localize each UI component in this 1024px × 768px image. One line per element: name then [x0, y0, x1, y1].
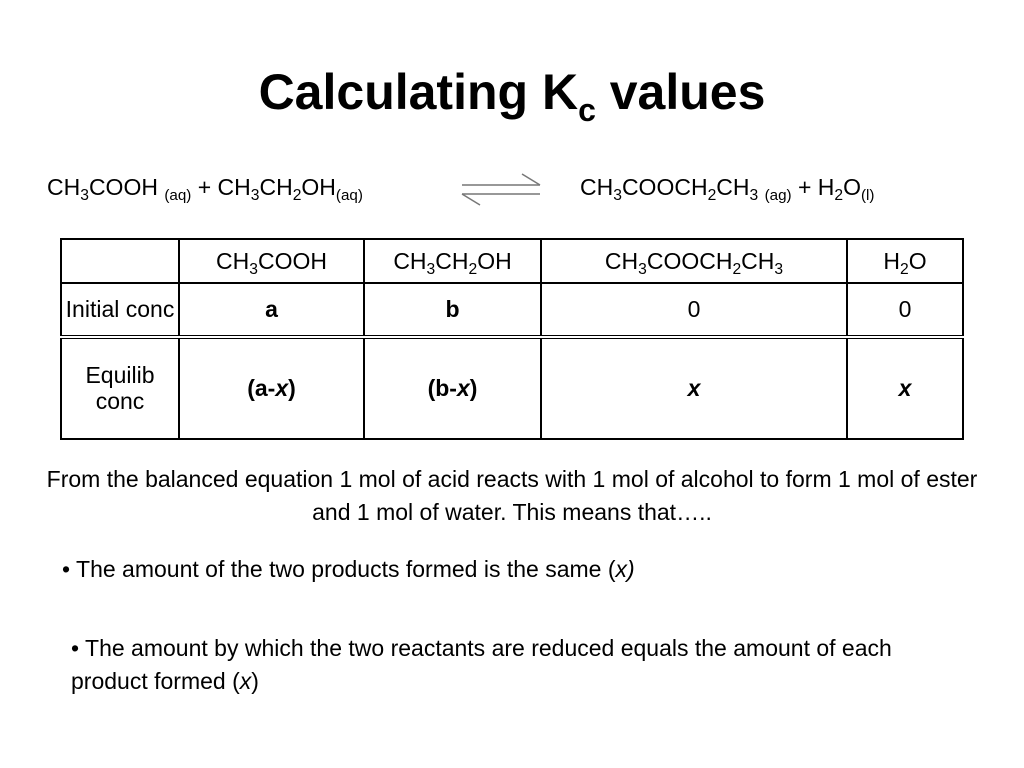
- text-segment: ): [251, 668, 259, 695]
- state-subscript: (ag): [764, 186, 792, 204]
- header-cell-acetic-acid: [179, 239, 364, 283]
- text-segment: O: [843, 174, 861, 200]
- italic-text: x: [239, 668, 252, 695]
- table-row-equilibrium: [61, 337, 963, 439]
- subscript: 3: [250, 187, 260, 204]
- table-cell: [847, 337, 963, 439]
- subscript: 2: [292, 187, 302, 204]
- title-text: Calculating K: [258, 64, 579, 120]
- row-label-initial: Initial conc: [61, 283, 179, 337]
- state-subscript: (l): [861, 186, 875, 204]
- header-cell-ethyl-acetate: [541, 239, 847, 283]
- equilibrium-arrows-icon: [460, 172, 542, 206]
- italic-text: x): [615, 556, 635, 582]
- subscript: 2: [707, 187, 717, 204]
- table-row-initial: [61, 283, 963, 337]
- text-segment: + CH: [191, 174, 251, 200]
- bold-text: a: [265, 296, 278, 323]
- subscript: 3: [80, 187, 89, 204]
- subscript: 3: [613, 187, 622, 204]
- text-segment: COOH: [88, 174, 165, 200]
- row-label-equilibrium: Equilib conc: [61, 337, 179, 439]
- subscript: 3: [749, 187, 759, 204]
- subscript: 2: [834, 187, 844, 204]
- table-cell: [847, 283, 963, 337]
- table-header-row: [61, 239, 963, 283]
- equation-products: [580, 174, 874, 202]
- text-segment: 0: [687, 296, 701, 323]
- explanation-text: From the balanced equation 1 mol of acid reacts with 1 mol of alcohol to form 1 mol of ester and 1 mol of water. This means that…..: [46, 466, 978, 526]
- concentration-table: [60, 238, 964, 440]
- subscript: 2: [732, 260, 742, 278]
- table-cell: [541, 283, 847, 337]
- header-cell-empty: [61, 239, 179, 283]
- bold-text: (a-: [247, 375, 276, 402]
- text-segment: COOCH: [646, 247, 733, 274]
- text-segment: COOCH: [621, 174, 708, 200]
- subscript: 2: [900, 260, 909, 278]
- text-segment: CH: [435, 247, 469, 274]
- text-segment: + H: [791, 174, 835, 200]
- text-segment: CH: [393, 247, 427, 274]
- header-cell-water: [847, 239, 963, 283]
- subscript: 3: [249, 260, 258, 278]
- text-segment: • The amount by which the two reactants are reduced equals the amount of each product formed (: [71, 635, 892, 695]
- text-segment: CH: [47, 174, 81, 200]
- bold-italic-text: x: [275, 375, 289, 402]
- text-segment: CH: [216, 247, 250, 274]
- header-cell-ethanol: [364, 239, 541, 283]
- subscript: 3: [638, 260, 647, 278]
- bold-text: (b-: [427, 375, 457, 402]
- state-subscript: (aq): [335, 186, 363, 204]
- state-subscript: (aq): [164, 186, 192, 204]
- bold-text: b: [445, 296, 460, 323]
- text-segment: CH: [716, 174, 750, 200]
- bold-text: ): [469, 375, 478, 402]
- text-segment: • The amount of the two products formed is the same (: [62, 556, 616, 582]
- text-segment: O: [908, 247, 927, 274]
- subscript: 2: [468, 260, 478, 278]
- text-segment: OH: [477, 247, 512, 274]
- text-segment: OH: [301, 174, 336, 200]
- bold-text: ): [288, 375, 296, 402]
- bullet-point-products: [62, 553, 635, 586]
- title-tail: values: [595, 64, 766, 120]
- text-segment: CH: [604, 247, 639, 274]
- table-cell: [179, 283, 364, 337]
- bold-italic-text: x: [687, 375, 701, 402]
- equation-reactants: [47, 174, 363, 202]
- table-cell: [364, 283, 541, 337]
- table-cell: [541, 337, 847, 439]
- text-segment: CH: [259, 174, 293, 200]
- title-subscript: c: [578, 92, 596, 128]
- text-segment: H: [883, 247, 901, 274]
- page-title: [0, 62, 1024, 128]
- table-cell: [179, 337, 364, 439]
- bold-italic-text: x: [898, 375, 912, 402]
- table-cell: [364, 337, 541, 439]
- bold-italic-text: x: [456, 375, 470, 402]
- text-segment: CH: [741, 247, 775, 274]
- bullet-point-reactants: [71, 632, 951, 699]
- text-segment: COOH: [257, 247, 327, 274]
- subscript: 3: [426, 260, 436, 278]
- text-segment: CH: [580, 174, 614, 200]
- subscript: 3: [774, 260, 784, 278]
- text-segment: 0: [898, 296, 912, 323]
